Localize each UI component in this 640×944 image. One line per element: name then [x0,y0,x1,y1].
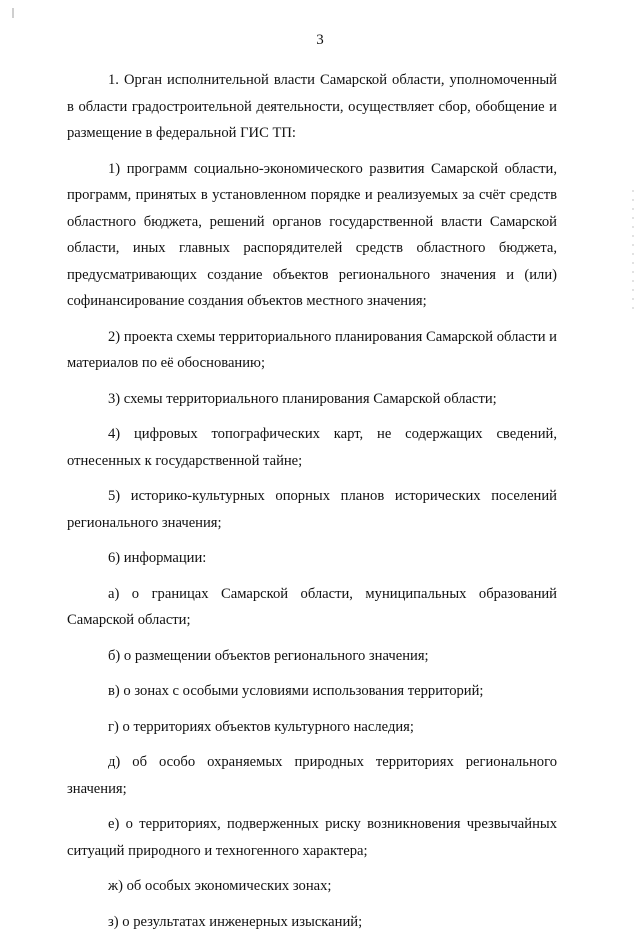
document-body [67,67,557,944]
paragraph-1: 1. Орган исполнительной власти Самарской области, уполномоченный в области градостроительной деятельности, осуществляет сбор, обобщение и размещение в федеральной ГИС ТП: [67,72,557,141]
scan-margin-mark [12,8,14,18]
paragraph-item-v: в) о зонах с особыми условиями использования территорий; [108,683,484,699]
paragraph-item-2: 2) проекта схемы территориального планирования Самарской области и материалов по её обоснованию; [67,328,557,371]
paragraph-item-3: 3) схемы территориального планирования Самарской области; [108,390,497,407]
paragraph-item-1: 1) программ социально-экономического развития Самарской области, программ, принятых в установленном порядке и реализуемых за счёт средств областного бюджета, решений органов государственной власти Самарской области, иных главных распорядителей средств областного бюджета, предусматривающих создание объектов регионального значения и (или) софинансирование создания объектов местного значения; [67,160,557,309]
paragraph-item-zh: ж) об особых экономических зонах; [108,878,332,894]
paragraph-item-4: 4) цифровых топографических карт, не содержащих сведений, отнесенных к государственной тайне; [67,426,557,469]
paragraph-item-g: г) о территориях объектов культурного наследия; [108,718,414,735]
paragraph-item-z: з) о результатах инженерных изысканий; [108,913,363,930]
paragraph-item-d: д) об особо охраняемых природных территориях регионального значения; [67,754,557,797]
paragraph-item-b: б) о размещении объектов регионального значения; [108,647,429,664]
paragraph-item-5: 5) историко-культурных опорных планов исторических поселений регионального значения; [67,488,557,531]
paragraph-item-a: а) о границах Самарской области, муниципальных образований Самарской области; [67,585,557,628]
paragraph-item-e: е) о территориях, подверженных риску возникновения чрезвычайных ситуаций природного и техногенного характера; [67,816,557,859]
paragraph-item-6: 6) информации: [108,550,207,566]
page-number: 3 [316,32,324,48]
scan-edge-dots [632,190,634,310]
